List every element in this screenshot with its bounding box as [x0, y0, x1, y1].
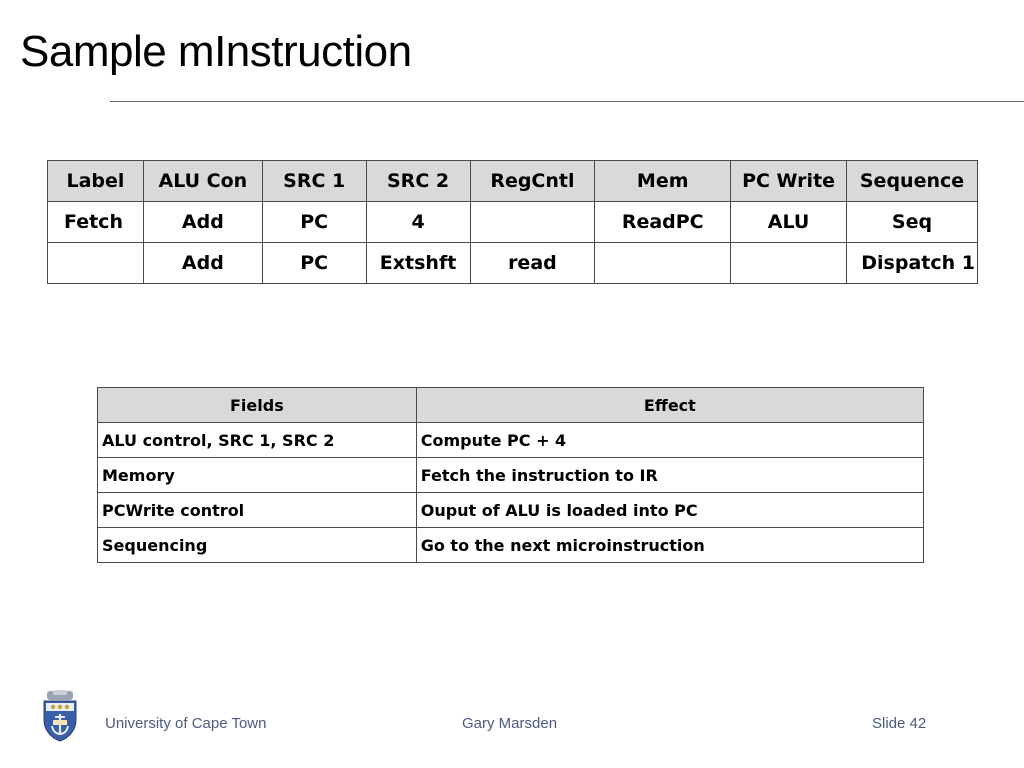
column-header-label: Label — [48, 161, 144, 202]
table-cell: 4 — [366, 202, 470, 243]
footer-slide-number: Slide 42 — [872, 715, 927, 732]
column-header-fields: Fields — [98, 388, 417, 423]
table-cell: ReadPC — [595, 202, 731, 243]
column-header-sequence: Sequence — [847, 161, 978, 202]
column-header-effect: Effect — [416, 388, 923, 423]
column-header-alu-con: ALU Con — [143, 161, 262, 202]
table-cell: PCWrite control — [98, 493, 417, 528]
column-header-src2: SRC 2 — [366, 161, 470, 202]
column-header-regcntl: RegCntl — [470, 161, 595, 202]
table-cell: Add — [143, 243, 262, 284]
column-header-src1: SRC 1 — [262, 161, 366, 202]
table-cell: Sequencing — [98, 528, 417, 563]
column-header-pc-write: PC Write — [731, 161, 847, 202]
table-cell: Go to the next microinstruction — [416, 528, 923, 563]
table-row — [98, 528, 924, 563]
table-row — [48, 243, 978, 284]
table-cell: read — [470, 243, 595, 284]
table-cell: Seq — [847, 202, 978, 243]
fields-effect-table — [97, 387, 924, 563]
title-divider — [110, 101, 1024, 102]
table-header-row — [98, 388, 924, 423]
table-row — [98, 458, 924, 493]
table-cell: Compute PC + 4 — [416, 423, 923, 458]
table-cell — [470, 202, 595, 243]
table-cell — [731, 243, 847, 284]
slide-title: Sample mInstruction — [20, 27, 412, 76]
table-cell — [48, 243, 144, 284]
table-cell: Dispatch 1 — [847, 243, 978, 284]
table-cell: ALU — [731, 202, 847, 243]
table-cell: PC — [262, 243, 366, 284]
university-crest-icon — [41, 690, 79, 742]
column-header-mem: Mem — [595, 161, 731, 202]
table-cell: Add — [143, 202, 262, 243]
table-cell: Fetch — [48, 202, 144, 243]
microinstruction-table — [47, 160, 978, 284]
table-cell: Ouput of ALU is loaded into PC — [416, 493, 923, 528]
table-cell: Memory — [98, 458, 417, 493]
table-cell: Extshft — [366, 243, 470, 284]
table-row — [98, 423, 924, 458]
footer-author: Gary Marsden — [462, 715, 558, 732]
table-row — [48, 202, 978, 243]
table-cell: PC — [262, 202, 366, 243]
table-header-row — [48, 161, 978, 202]
table-row — [98, 493, 924, 528]
table-cell: Fetch the instruction to IR — [416, 458, 923, 493]
footer-university: University of Cape Town — [105, 715, 267, 732]
table-cell — [595, 243, 731, 284]
table-cell: ALU control, SRC 1, SRC 2 — [98, 423, 417, 458]
